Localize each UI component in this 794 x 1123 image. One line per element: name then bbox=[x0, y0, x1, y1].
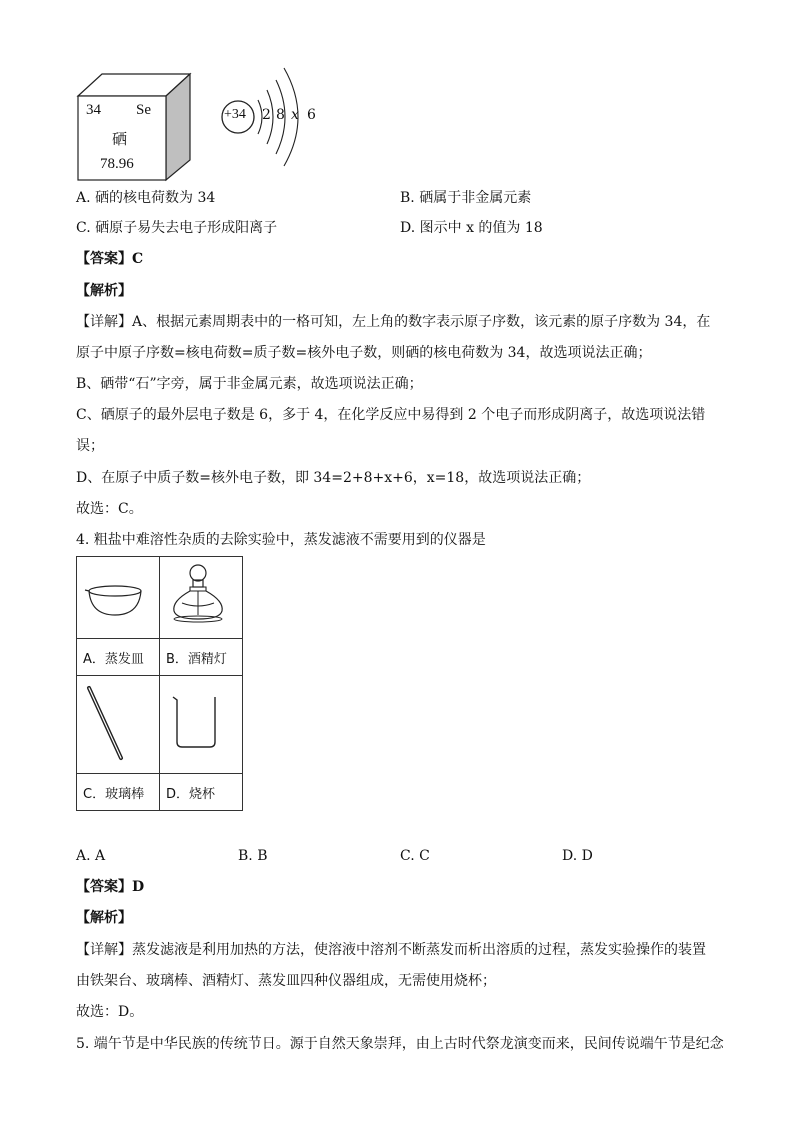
element-tile-box bbox=[76, 72, 196, 182]
tile-name: 硒 bbox=[112, 132, 128, 148]
q3-option-b: B. 硒属于非金属元素 bbox=[400, 190, 532, 206]
glass-rod-cell bbox=[77, 676, 160, 774]
q4-analysis-line-2: 由铁架台、玻璃棒、酒精灯、蒸发皿四种仪器组成，无需使用烧杯； bbox=[76, 973, 496, 989]
q4-option-c: C. C bbox=[400, 848, 430, 864]
nucleus-charge: +34 bbox=[224, 107, 246, 122]
shell-2-count: 8 bbox=[276, 107, 285, 123]
instrument-table bbox=[76, 556, 243, 811]
q3-option-c: C. 硒原子易失去电子形成阳离子 bbox=[76, 220, 278, 236]
q3-analysis-line-3: B、硒带“石”字旁，属于非金属元素，故选项说法正确； bbox=[76, 376, 423, 392]
glass-rod-icon bbox=[77, 676, 153, 769]
q4-option-a: A. A bbox=[76, 848, 106, 864]
q4-analysis-line-1: 【详解】蒸发滤液是利用加热的方法，使溶液中溶剂不断蒸发而析出溶质的过程，蒸发实验操作的装置 bbox=[76, 942, 706, 958]
evaporating-dish-icon bbox=[77, 557, 153, 634]
q3-analysis-label: 【解析】 bbox=[76, 283, 132, 299]
alcohol-lamp-icon bbox=[160, 557, 236, 634]
q4-analysis-line-3: 故选：D。 bbox=[76, 1004, 144, 1020]
instrument-label-a: A．蒸发皿 bbox=[77, 639, 160, 676]
q3-analysis-line-4: C、硒原子的最外层电子数是 6，多于 4，在化学反应中易得到 2 个电子而形成阴离子，故选项说法错 bbox=[76, 407, 706, 423]
shell-3-count: x bbox=[291, 107, 299, 123]
shell-4-count: 6 bbox=[307, 107, 316, 123]
atom-structure-diagram bbox=[218, 58, 328, 176]
q3-option-a: A. 硒的核电荷数为 34 bbox=[76, 190, 216, 206]
instrument-label-d: D．烧杯 bbox=[160, 774, 243, 811]
instrument-label-b: B．酒精灯 bbox=[160, 639, 243, 676]
q3-analysis-line-2: 原子中原子序数=核电荷数=质子数=核外电子数，则硒的核电荷数为 34，故选项说法正确； bbox=[76, 345, 652, 361]
tile-symbol: Se bbox=[136, 102, 151, 118]
shell-1-count: 2 bbox=[262, 107, 271, 123]
q4-option-b: B. B bbox=[238, 848, 268, 864]
beaker-icon bbox=[160, 676, 236, 769]
q4-stem: 4. 粗盐中难溶性杂质的去除实验中，蒸发滤液不需要用到的仪器是 bbox=[76, 532, 486, 548]
q4-answer: 【答案】D bbox=[76, 879, 145, 895]
evaporating-dish-cell bbox=[77, 557, 160, 639]
q3-analysis-line-1: 【详解】A、根据元素周期表中的一格可知，左上角的数字表示原子序数，该元素的原子序数为 34，在 bbox=[76, 314, 711, 330]
tile-mass: 78.96 bbox=[100, 156, 134, 172]
beaker-cell bbox=[160, 676, 243, 774]
q3-answer: 【答案】C bbox=[76, 251, 144, 267]
q5-stem: 5. 端午节是中华民族的传统节日。源于自然天象崇拜，由上古时代祭龙演变而来，民间传说端午节是纪念 bbox=[76, 1036, 724, 1052]
tile-atomic-number: 34 bbox=[86, 102, 101, 118]
q4-option-d: D. D bbox=[562, 848, 593, 864]
alcohol-lamp-cell bbox=[160, 557, 243, 639]
q4-analysis-label: 【解析】 bbox=[76, 910, 132, 926]
q3-option-d: D. 图示中 x 的值为 18 bbox=[400, 220, 543, 236]
q3-analysis-line-5: 误； bbox=[76, 438, 104, 454]
q3-analysis-line-7: 故选：C。 bbox=[76, 501, 143, 517]
instrument-label-c: C．玻璃棒 bbox=[77, 774, 160, 811]
q3-analysis-line-6: D、在原子中质子数=核外电子数，即 34=2+8+x+6，x=18，故选项说法正确； bbox=[76, 470, 591, 486]
element-tile bbox=[76, 72, 196, 182]
